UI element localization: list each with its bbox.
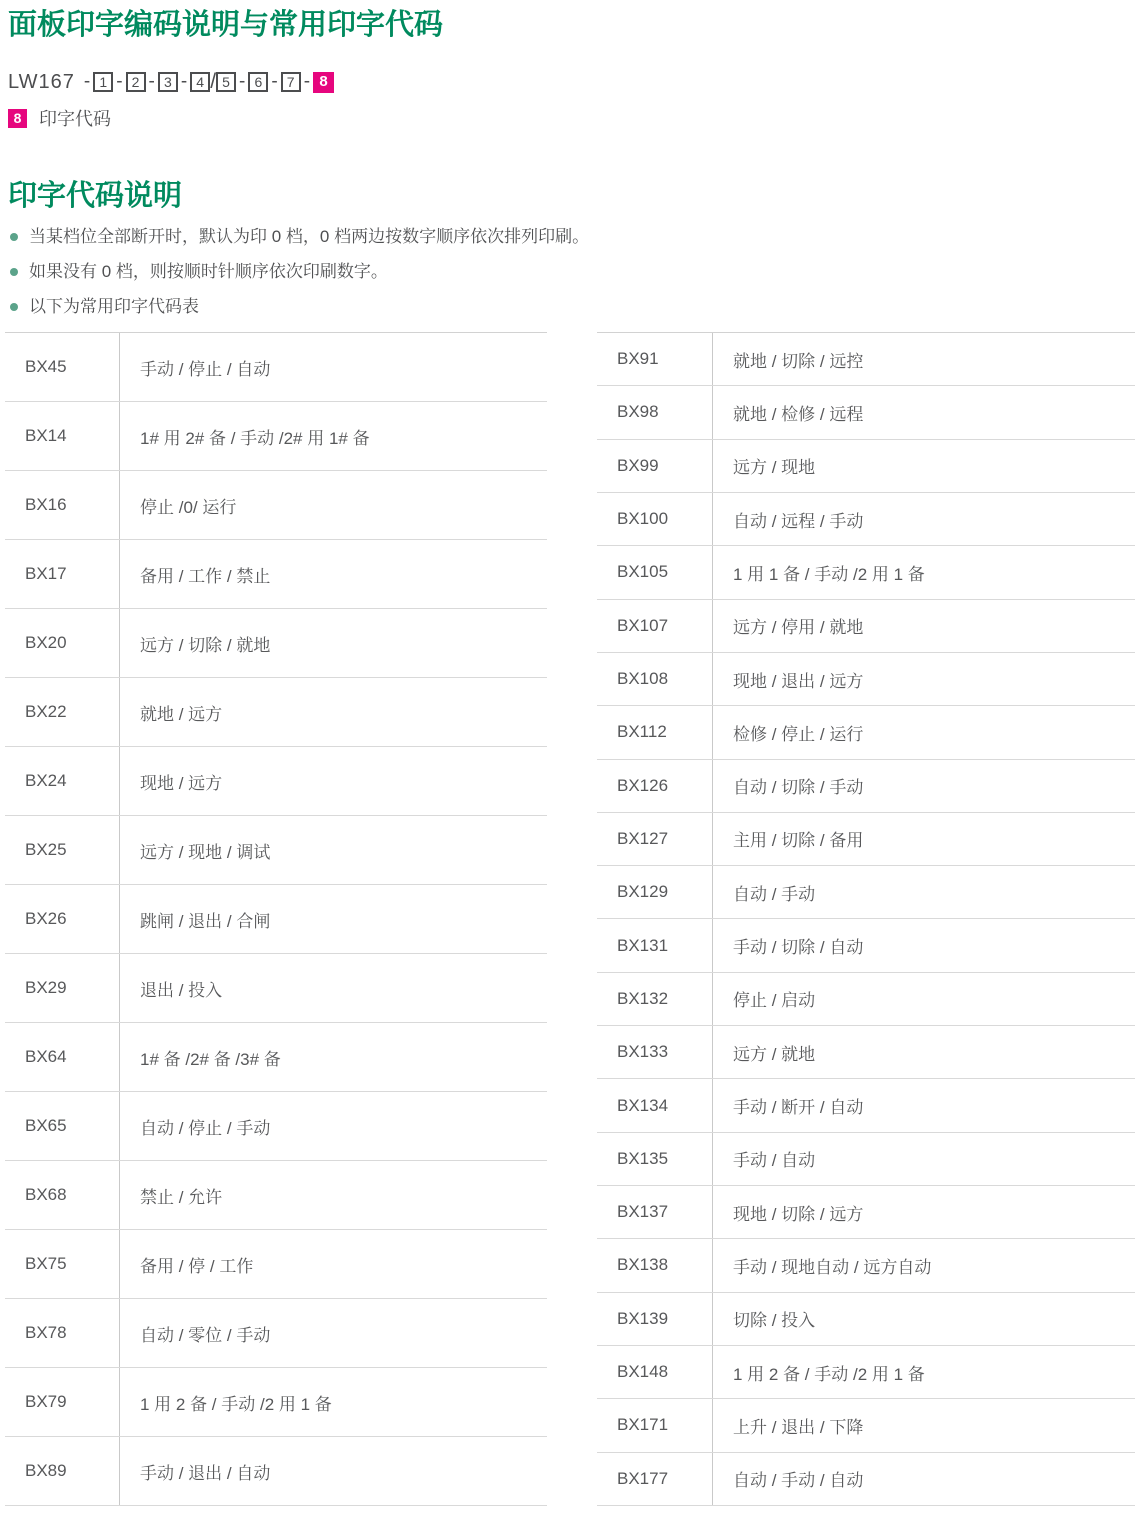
table-row — [597, 546, 1135, 599]
legend-number-box: 8 — [8, 109, 27, 128]
desc-cell: 手动 / 断开 / 自动 — [712, 1079, 1135, 1131]
code-cell: BX29 — [25, 978, 67, 997]
table-row — [5, 333, 547, 402]
desc-cell: 就地 / 远方 — [119, 678, 547, 746]
code-cell: BX132 — [617, 988, 669, 1008]
table-row — [597, 1133, 1135, 1186]
table-row — [597, 1239, 1135, 1292]
model-digit-box: 7 — [281, 72, 301, 92]
model-prefix: LW167 — [8, 71, 75, 93]
desc-cell: 手动 / 切除 / 自动 — [712, 919, 1135, 971]
desc-cell: 现地 / 远方 — [119, 747, 547, 815]
code-cell: BX98 — [617, 402, 659, 422]
code-cell: BX112 — [617, 722, 667, 742]
code-cell: BX68 — [25, 1185, 67, 1204]
desc-cell: 就地 / 切除 / 远控 — [712, 333, 1135, 385]
desc-cell: 远方 / 停用 / 就地 — [712, 600, 1135, 652]
table-row — [5, 954, 547, 1023]
table-row — [597, 760, 1135, 813]
desc-cell: 手动 / 现地自动 / 远方自动 — [712, 1239, 1135, 1291]
table-row — [5, 1092, 547, 1161]
table-row — [597, 1399, 1135, 1452]
desc-cell: 自动 / 零位 / 手动 — [119, 1299, 547, 1367]
code-cell: BX26 — [25, 909, 67, 928]
bullet-text: 以下为常用印字代码表 — [29, 297, 199, 316]
code-cell: BX134 — [617, 1095, 669, 1115]
desc-cell: 就地 / 检修 / 远程 — [712, 386, 1135, 438]
desc-cell: 1# 用 2# 备 / 手动 /2# 用 1# 备 — [119, 402, 547, 470]
code-cell: BX131 — [617, 935, 669, 955]
model-code-line — [8, 70, 1140, 94]
bullet-item — [10, 289, 1140, 324]
code-cell: BX89 — [25, 1461, 67, 1480]
code-cell: BX148 — [617, 1362, 669, 1382]
model-separator-dash: - — [271, 71, 278, 92]
table-row — [597, 1346, 1135, 1399]
desc-cell: 自动 / 手动 / 自动 — [712, 1453, 1135, 1505]
model-separator-slash: / — [210, 70, 217, 93]
code-tables — [5, 332, 1140, 1506]
code-cell: BX107 — [617, 615, 669, 635]
desc-cell: 现地 / 切除 / 远方 — [712, 1186, 1135, 1238]
table-row — [597, 1026, 1135, 1079]
legend-label: 印字代码 — [39, 109, 111, 129]
desc-cell: 主用 / 切除 / 备用 — [712, 813, 1135, 865]
desc-cell: 禁止 / 允许 — [119, 1161, 547, 1229]
code-cell: BX100 — [617, 509, 669, 529]
print-code-legend — [8, 107, 1140, 129]
table-row — [5, 678, 547, 747]
table-row — [5, 816, 547, 885]
desc-cell: 自动 / 手动 — [712, 866, 1135, 918]
desc-cell: 上升 / 退出 / 下降 — [712, 1399, 1135, 1451]
code-cell: BX64 — [25, 1047, 67, 1066]
bullet-item — [10, 219, 1140, 254]
desc-cell: 跳闸 / 退出 / 合闸 — [119, 885, 547, 953]
model-digit-box: 2 — [126, 72, 146, 92]
model-digit-box: 3 — [158, 72, 178, 92]
model-separator-dash: - — [180, 71, 188, 92]
table-row — [5, 1230, 547, 1299]
model-digit-box: 1 — [93, 72, 113, 92]
table-row — [5, 1023, 547, 1092]
desc-cell: 现地 / 退出 / 远方 — [712, 653, 1135, 705]
code-cell: BX137 — [617, 1202, 669, 1222]
table-row — [5, 609, 547, 678]
model-separator-dash: - — [148, 71, 155, 92]
desc-cell: 备用 / 工作 / 禁止 — [119, 540, 547, 608]
table-row — [597, 386, 1135, 439]
code-cell: BX139 — [617, 1308, 669, 1328]
table-row — [5, 540, 547, 609]
desc-cell: 远方 / 切除 / 就地 — [119, 609, 547, 677]
table-row — [597, 440, 1135, 493]
model-separator-dash: - — [303, 71, 311, 92]
code-cell: BX126 — [617, 775, 669, 795]
code-cell: BX22 — [25, 702, 67, 721]
desc-cell: 自动 / 远程 / 手动 — [712, 493, 1135, 545]
table-row — [597, 973, 1135, 1026]
bullet-text: 如果没有 0 档，则按顺时针顺序依次印刷数字。 — [29, 262, 388, 281]
table-row — [597, 1079, 1135, 1132]
code-cell: BX16 — [25, 495, 67, 514]
code-cell: BX75 — [25, 1254, 67, 1273]
bullet-item — [10, 254, 1140, 289]
code-cell: BX99 — [617, 455, 659, 475]
table-row — [597, 1293, 1135, 1346]
desc-cell: 1 用 2 备 / 手动 /2 用 1 备 — [712, 1346, 1135, 1398]
table-row — [5, 885, 547, 954]
code-cell: BX177 — [617, 1468, 669, 1488]
desc-cell: 1# 备 /2# 备 /3# 备 — [119, 1023, 547, 1091]
code-cell: BX65 — [25, 1116, 67, 1135]
code-cell: BX17 — [25, 564, 67, 583]
table-row — [5, 1299, 547, 1368]
code-cell: BX20 — [25, 633, 67, 652]
model-separator-dash: - — [239, 71, 246, 92]
code-cell: BX129 — [617, 882, 669, 902]
table-row — [5, 1368, 547, 1437]
desc-cell: 1 用 2 备 / 手动 /2 用 1 备 — [119, 1368, 547, 1436]
desc-cell: 远方 / 就地 — [712, 1026, 1135, 1078]
table-row — [5, 1437, 547, 1506]
code-cell: BX24 — [25, 771, 67, 790]
bullet-dot-icon — [10, 268, 18, 276]
model-code-tokens — [81, 70, 334, 94]
table-row — [5, 747, 547, 816]
table-row — [597, 813, 1135, 866]
section-heading: 印字代码说明 — [8, 180, 183, 212]
code-cell: BX25 — [25, 840, 67, 859]
desc-cell: 停止 /0/ 运行 — [119, 471, 547, 539]
model-digit-box: 4 — [190, 72, 210, 92]
code-cell: BX135 — [617, 1148, 669, 1168]
code-cell: BX108 — [617, 669, 669, 689]
desc-cell: 停止 / 启动 — [712, 973, 1135, 1025]
table-row — [5, 471, 547, 540]
model-digit-box: 5 — [216, 72, 236, 92]
desc-cell: 手动 / 退出 / 自动 — [119, 1437, 547, 1505]
bullet-dot-icon — [10, 233, 18, 241]
model-digit-box-highlighted: 8 — [313, 72, 334, 93]
table-row — [597, 1453, 1135, 1506]
table-row — [597, 493, 1135, 546]
code-cell: BX14 — [25, 426, 67, 445]
desc-cell: 手动 / 停止 / 自动 — [119, 333, 547, 401]
code-cell: BX105 — [617, 562, 669, 582]
table-row — [5, 402, 547, 471]
desc-cell: 手动 / 自动 — [712, 1133, 1135, 1185]
desc-cell: 退出 / 投入 — [119, 954, 547, 1022]
code-table-right — [597, 332, 1135, 1506]
code-cell: BX45 — [25, 357, 67, 376]
code-cell: BX91 — [617, 349, 659, 369]
code-cell: BX127 — [617, 828, 669, 848]
code-cell: BX138 — [617, 1255, 669, 1275]
desc-cell: 备用 / 停 / 工作 — [119, 1230, 547, 1298]
code-table-left — [5, 332, 547, 1506]
code-cell: BX78 — [25, 1323, 67, 1342]
code-cell: BX171 — [617, 1415, 669, 1435]
table-row — [597, 333, 1135, 386]
table-row — [597, 653, 1135, 706]
desc-cell: 1 用 1 备 / 手动 /2 用 1 备 — [712, 546, 1135, 598]
bullet-dot-icon — [10, 303, 18, 311]
table-row — [597, 706, 1135, 759]
table-row — [597, 1186, 1135, 1239]
page-title: 面板印字编码说明与常用印字代码 — [8, 9, 444, 41]
model-separator-dash: - — [83, 71, 91, 92]
bullet-list — [0, 219, 1140, 324]
table-row — [597, 600, 1135, 653]
code-cell: BX79 — [25, 1392, 67, 1411]
model-digit-box: 6 — [248, 72, 268, 92]
desc-cell: 远方 / 现地 — [712, 440, 1135, 492]
table-row — [597, 866, 1135, 919]
desc-cell: 自动 / 切除 / 手动 — [712, 760, 1135, 812]
desc-cell: 检修 / 停止 / 运行 — [712, 706, 1135, 758]
table-row — [5, 1161, 547, 1230]
code-cell: BX133 — [617, 1042, 669, 1062]
table-row — [597, 919, 1135, 972]
desc-cell: 切除 / 投入 — [712, 1293, 1135, 1345]
bullet-text: 当某档位全部断开时，默认为印 0 档，0 档两边按数字顺序依次排列印刷。 — [29, 227, 590, 246]
model-separator-dash: - — [116, 71, 123, 92]
desc-cell: 远方 / 现地 / 调试 — [119, 816, 547, 884]
desc-cell: 自动 / 停止 / 手动 — [119, 1092, 547, 1160]
